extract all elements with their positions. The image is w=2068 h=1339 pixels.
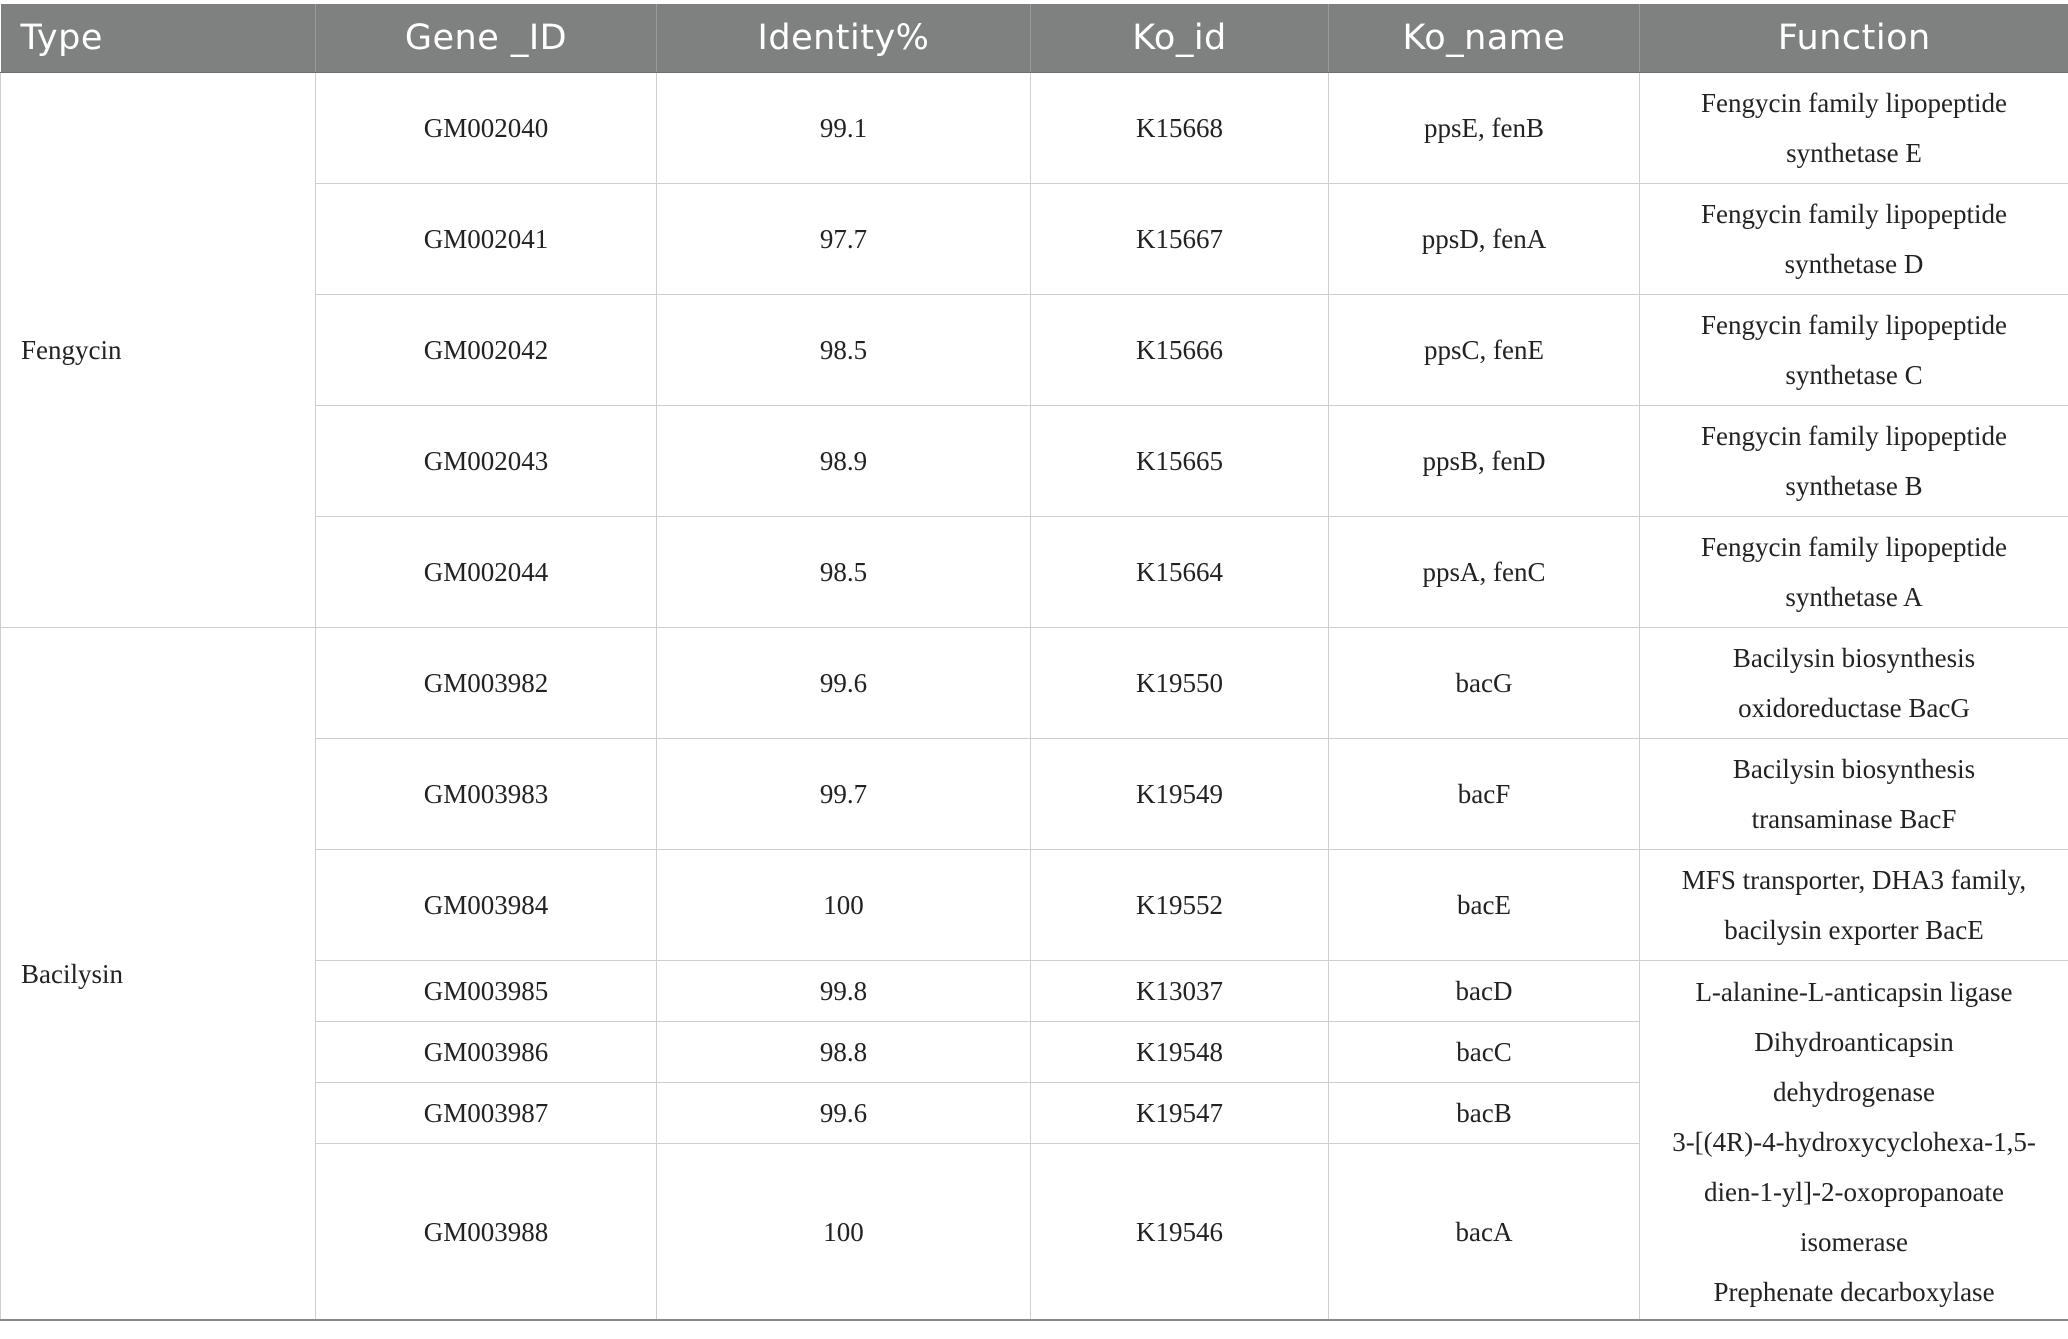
gene-id-cell: GM002042	[316, 295, 657, 406]
gene-id-cell: GM003986	[316, 1022, 657, 1083]
ko-id-cell: K19549	[1031, 739, 1329, 850]
gene-annotation-table	[0, 4, 2068, 1321]
function-line: MFS transporter, DHA3 family,	[1681, 865, 2027, 895]
identity-cell: 99.1	[657, 73, 1031, 184]
function-line: Fengycin family lipopeptide	[1701, 199, 2007, 229]
identity-cell: 99.7	[657, 739, 1031, 850]
function-line: synthetase A	[1785, 582, 1923, 612]
ko-id-cell: K15666	[1031, 295, 1329, 406]
merged-function-cell	[1640, 961, 2068, 1321]
header-gene-id: Gene _ID	[316, 4, 657, 73]
header-ko-name: Ko_name	[1329, 4, 1640, 73]
identity-cell: 98.5	[657, 517, 1031, 628]
gene-id-cell: GM002040	[316, 73, 657, 184]
ko-id-cell: K19552	[1031, 850, 1329, 961]
function-line: synthetase C	[1785, 360, 1923, 390]
function-line: dehydrogenase	[1773, 1077, 1935, 1107]
function-line: Fengycin family lipopeptide	[1701, 310, 2007, 340]
function-line: 3-[(4R)-4-hydroxycyclohexa-1,5-	[1672, 1127, 2036, 1157]
ko-name-cell: bacF	[1329, 739, 1640, 850]
ko-id-cell: K15665	[1031, 406, 1329, 517]
function-cell	[1640, 739, 2068, 850]
ko-name-cell: bacC	[1329, 1022, 1640, 1083]
ko-id-cell: K19548	[1031, 1022, 1329, 1083]
function-line: Prephenate decarboxylase	[1713, 1277, 1995, 1307]
gene-id-cell: GM003988	[316, 1144, 657, 1321]
ko-name-cell: bacA	[1329, 1144, 1640, 1321]
function-line: Fengycin family lipopeptide	[1701, 421, 2007, 451]
ko-id-cell: K19546	[1031, 1144, 1329, 1321]
function-cell	[1640, 73, 2068, 184]
function-cell	[1640, 184, 2068, 295]
function-line: oxidoreductase BacG	[1738, 693, 1970, 723]
function-cell	[1640, 406, 2068, 517]
function-line: L-alanine-L-anticapsin ligase	[1695, 977, 2013, 1007]
function-line: isomerase	[1800, 1227, 1908, 1257]
table-header-row	[1, 4, 2068, 73]
group-fengycin: Fengycin	[1, 73, 316, 628]
header-ko-id: Ko_id	[1031, 4, 1329, 73]
function-line: dien-1-yl]-2-oxopropanoate	[1704, 1177, 2004, 1207]
identity-cell: 98.9	[657, 406, 1031, 517]
function-cell	[1640, 850, 2068, 961]
function-line: Fengycin family lipopeptide	[1701, 532, 2007, 562]
function-line: bacilysin exporter BacE	[1724, 915, 1984, 945]
ko-name-cell: ppsD, fenA	[1329, 184, 1640, 295]
ko-name-cell: bacG	[1329, 628, 1640, 739]
header-identity: Identity%	[657, 4, 1031, 73]
ko-id-cell: K13037	[1031, 961, 1329, 1022]
function-line: Fengycin family lipopeptide	[1701, 88, 2007, 118]
gene-id-cell: GM002043	[316, 406, 657, 517]
ko-id-cell: K19550	[1031, 628, 1329, 739]
function-line: synthetase D	[1784, 249, 1924, 279]
identity-cell: 97.7	[657, 184, 1031, 295]
identity-cell: 99.6	[657, 1083, 1031, 1144]
gene-id-cell: GM003983	[316, 739, 657, 850]
ko-name-cell: ppsE, fenB	[1329, 73, 1640, 184]
ko-name-cell: ppsA, fenC	[1329, 517, 1640, 628]
ko-name-cell: bacB	[1329, 1083, 1640, 1144]
function-line: synthetase B	[1785, 471, 1923, 501]
header-type: Type	[1, 4, 316, 73]
gene-id-cell: GM003987	[316, 1083, 657, 1144]
function-cell	[1640, 628, 2068, 739]
identity-cell: 100	[657, 850, 1031, 961]
function-cell	[1640, 295, 2068, 406]
gene-id-cell: GM002041	[316, 184, 657, 295]
ko-id-cell: K15668	[1031, 73, 1329, 184]
gene-table-container	[0, 4, 2068, 1321]
identity-cell: 98.8	[657, 1022, 1031, 1083]
table-row	[1, 73, 2068, 184]
function-cell	[1640, 517, 2068, 628]
identity-cell: 99.6	[657, 628, 1031, 739]
ko-id-cell: K15667	[1031, 184, 1329, 295]
header-function: Function	[1640, 4, 2068, 73]
gene-id-cell: GM003985	[316, 961, 657, 1022]
gene-id-cell: GM003984	[316, 850, 657, 961]
function-line: Dihydroanticapsin	[1754, 1027, 1954, 1057]
gene-id-cell: GM002044	[316, 517, 657, 628]
function-line: transaminase BacF	[1751, 804, 1957, 834]
ko-name-cell: bacE	[1329, 850, 1640, 961]
group-bacilysin: Bacilysin	[1, 628, 316, 1321]
function-line: synthetase E	[1786, 138, 1922, 168]
identity-cell: 100	[657, 1144, 1031, 1321]
identity-cell: 98.5	[657, 295, 1031, 406]
gene-id-cell: GM003982	[316, 628, 657, 739]
ko-id-cell: K19547	[1031, 1083, 1329, 1144]
function-line: Bacilysin biosynthesis	[1732, 643, 1976, 673]
identity-cell: 99.8	[657, 961, 1031, 1022]
ko-id-cell: K15664	[1031, 517, 1329, 628]
ko-name-cell: ppsC, fenE	[1329, 295, 1640, 406]
ko-name-cell: ppsB, fenD	[1329, 406, 1640, 517]
table-row	[1, 628, 2068, 739]
function-line: Bacilysin biosynthesis	[1732, 754, 1976, 784]
ko-name-cell: bacD	[1329, 961, 1640, 1022]
